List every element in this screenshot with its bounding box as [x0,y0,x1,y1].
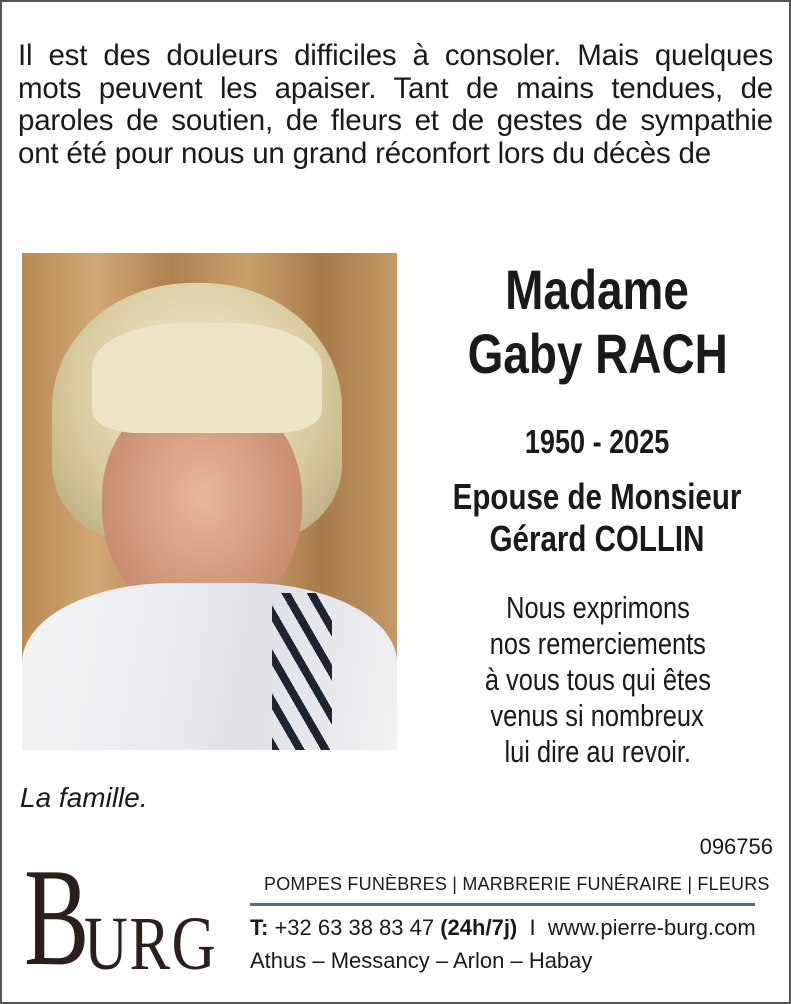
burg-logo [24,840,224,995]
logo-letters-urg: URG [84,902,218,986]
intro-text: Il est des douleurs difficiles à consoler. Mais quelques mots peuvent les apaiser. Tant de mains tendues, de paroles de soutien, de fleurs et de gestes de sympathie ont été pour nous un grand réconfort lors du décès de [18,39,773,170]
reference-number: 096756 [699,834,773,859]
deceased-name [420,258,775,386]
thanks-line: à vous tous qui êtes [484,662,711,697]
thanks-line: venus si nombreux [490,698,705,733]
life-years [420,422,775,462]
thanks-line: nos remerciements [489,626,706,661]
years-text: 1950 - 2025 [525,423,670,460]
signature: La famille. [20,782,148,813]
phone-label: T: [250,915,269,940]
locations: Athus – Messancy – Arlon – Habay [250,948,593,973]
deceased-title: Madame [505,258,690,321]
phone-number[interactable]: +32 63 38 83 47 [274,915,435,940]
thanks-line: lui dire au revoir. [504,734,691,769]
thanks-line: Nous exprimons [505,590,690,625]
website-link[interactable]: www.pierre-burg.com [547,915,756,940]
portrait-photo [22,253,397,750]
spouse-line-1: Epouse de Monsieur [453,476,742,517]
deceased-fullname: Gaby RACH [467,322,728,385]
thanks-message [420,590,775,770]
divider [250,903,755,906]
separator: I [529,915,536,940]
hours: (24h/7j) [440,915,518,940]
spouse-line-2: Gérard COLLIN [490,518,705,559]
logo-letter-b: B [24,840,90,995]
spouse-info [420,476,775,560]
funeral-home-tagline: POMPES FUNÈBRES | MARBRERIE FUNÉRAIRE | FLEURS [264,874,770,894]
contact-line [250,915,756,941]
